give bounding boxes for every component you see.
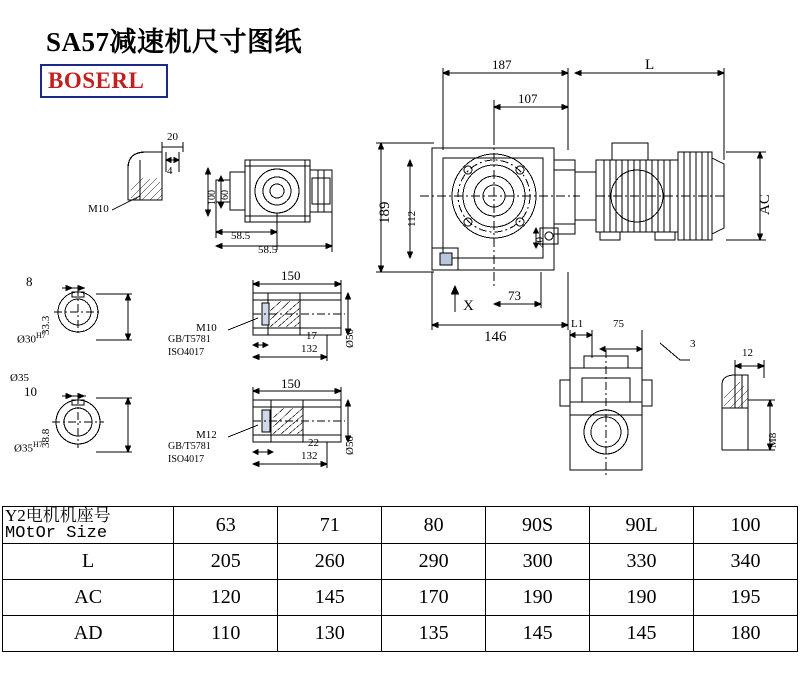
row-header-AD: AD [3, 616, 174, 652]
dim-73: 73 [508, 288, 521, 303]
dim-M12-shaft: M12 [196, 429, 217, 441]
cell-AD-90s: 145 [486, 616, 590, 652]
dim-187: 187 [492, 57, 512, 72]
cell-AD-90l: 145 [590, 616, 694, 652]
cell-AC-90s: 190 [486, 580, 590, 616]
dim-D30H7: $Ø30^{H7}$ [17, 331, 46, 346]
dim-107: 107 [518, 91, 538, 106]
cell-size-90s: 90S [486, 507, 590, 544]
dim-22: 22 [308, 437, 319, 449]
dim-M10-shaft: M10 [196, 322, 217, 334]
dim-60: 60 [220, 190, 231, 200]
row-header-AC: AC [3, 580, 174, 616]
dim-58-5-b: 58.5 [258, 244, 278, 256]
cell-AD-80: 135 [382, 616, 486, 652]
dim-58-5-a: 58.5 [231, 230, 251, 242]
dim-100: 100 [207, 190, 218, 205]
dim-75: 75 [613, 318, 624, 330]
dim-ISO-2: ISO4017 [168, 454, 205, 465]
row-header-cn: Y2电机机座号 [5, 506, 111, 525]
cell-AD-71: 130 [278, 616, 382, 652]
cell-AC-80: 170 [382, 580, 486, 616]
dim-D35: Ø35 [10, 372, 29, 384]
logo-text: BOSERL [48, 68, 145, 93]
dim-L: L [645, 57, 655, 73]
dim-4: 4 [167, 165, 173, 177]
dim-D50-a: Ø50 [344, 329, 356, 348]
cell-AD-100: 180 [694, 616, 798, 652]
spec-table [2, 506, 798, 652]
cell-L-71: 260 [278, 544, 382, 580]
dim-ISO-1: ISO4017 [168, 347, 205, 358]
dim-12: 12 [742, 347, 753, 359]
dim-D35H7: $Ø35^{H7}$ [14, 440, 43, 455]
table-row [3, 616, 798, 652]
row-header-motor-size [3, 507, 174, 544]
dim-M8: M8 [767, 432, 779, 448]
dim-GB-2: GB/T5781 [168, 441, 211, 452]
table-row [3, 544, 798, 580]
cell-L-80: 290 [382, 544, 486, 580]
dim-132-b: 132 [301, 450, 318, 462]
dim-X: X [463, 298, 474, 314]
dim-33-3: 33.3 [40, 315, 52, 335]
row-header-en: MOtOr Size [5, 524, 108, 543]
dim-D50-b: Ø50 [344, 436, 356, 455]
cell-AC-71: 145 [278, 580, 382, 616]
page-title: SA57减速机尺寸图纸 [46, 27, 303, 57]
cell-AC-90l: 190 [590, 580, 694, 616]
cell-size-63: 63 [174, 507, 278, 544]
dim-GB-1: GB/T5781 [168, 334, 211, 345]
cell-size-90l: 90L [590, 507, 694, 544]
cell-size-71: 71 [278, 507, 382, 544]
dim-10: 10 [24, 384, 37, 399]
cell-L-63: 205 [174, 544, 278, 580]
dim-AC: AC [757, 194, 773, 215]
dim-189: 189 [377, 201, 393, 224]
dim-132-a: 132 [301, 343, 318, 355]
dim-38-8: 38.8 [40, 428, 52, 448]
table-row [3, 580, 798, 616]
cell-AD-63: 110 [174, 616, 278, 652]
cell-size-100: 100 [694, 507, 798, 544]
dim-8: 8 [26, 274, 33, 289]
dim-3: 3 [690, 338, 696, 350]
dim-146: 146 [484, 329, 507, 345]
cell-L-100: 340 [694, 544, 798, 580]
cell-AC-63: 120 [174, 580, 278, 616]
cell-L-90s: 300 [486, 544, 590, 580]
dim-20-top: 20 [167, 131, 178, 143]
row-header-L: L [3, 544, 174, 580]
dim-20-key: 20 [534, 237, 546, 248]
cell-size-80: 80 [382, 507, 486, 544]
dim-150-a: 150 [281, 268, 301, 283]
dim-112: 112 [406, 210, 418, 227]
cell-AC-100: 195 [694, 580, 798, 616]
dim-M10-left: M10 [88, 203, 109, 215]
dim-150-b: 150 [281, 376, 301, 391]
dim-L1: L1 [571, 318, 584, 330]
table-row [3, 507, 798, 544]
dim-17: 17 [306, 330, 317, 342]
cell-L-90l: 330 [590, 544, 694, 580]
